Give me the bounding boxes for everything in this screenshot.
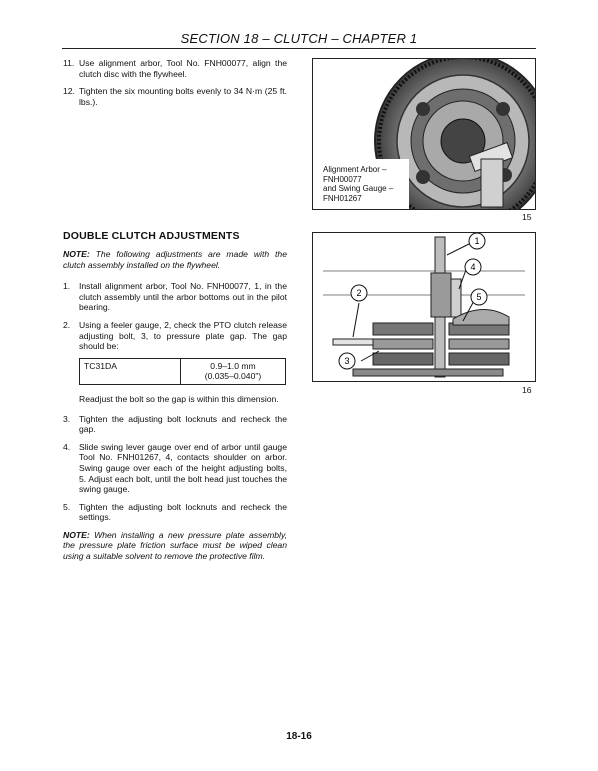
gap-spec-table — [79, 358, 286, 385]
spec-value — [181, 358, 286, 384]
spec-value-mm: 0.9–1.0 mm — [210, 360, 256, 371]
step-11 — [63, 58, 287, 79]
figure15-caption-line: Alignment Arbor – — [323, 165, 387, 174]
callout-5-label: 5 — [476, 292, 482, 302]
step-text: Using a feeler gauge, 2, check the PTO clutch release adjusting bolt, 3, to pressure plate gap. The gap should be: — [79, 319, 287, 352]
step-number: 5. — [63, 501, 71, 512]
header-rule — [62, 48, 536, 49]
note-2 — [63, 530, 287, 562]
figure-16 — [312, 232, 536, 382]
callout-5 — [471, 289, 487, 305]
table-row — [80, 358, 286, 384]
step-12 — [63, 86, 287, 107]
section-title: DOUBLE CLUTCH ADJUSTMENTS — [63, 230, 240, 242]
step-number: 11. — [63, 58, 75, 68]
figure15-caption-line: FNH01267 — [323, 193, 362, 203]
callout-3-label: 3 — [344, 356, 350, 366]
note-1 — [63, 249, 287, 270]
step-number: 1. — [63, 281, 71, 292]
figure-15-number: 15 — [522, 212, 532, 222]
callout-4 — [465, 259, 481, 275]
step-number: 4. — [63, 441, 71, 452]
step-text: Tighten the adjusting bolt locknuts and recheck the gap. — [79, 413, 287, 435]
step-text: Tighten the six mounting bolts evenly to 34 N·m (25 ft. lbs.). — [79, 86, 287, 107]
step-text: Install alignment arbor, Tool No. FNH00077, 1, in the clutch assembly until the arbor bottoms out in the pilot bearing. — [79, 281, 287, 313]
step-2 — [63, 320, 287, 352]
callout-1-label: 1 — [474, 236, 480, 246]
step-5 — [63, 502, 287, 523]
step-1 — [63, 281, 287, 313]
spec-value-in: (0.035–0.040") — [204, 371, 262, 382]
page-header: SECTION 18 – CLUTCH – CHAPTER 1 — [180, 31, 418, 46]
figure-15 — [312, 58, 536, 210]
main-column — [63, 249, 287, 562]
step-text: Use alignment arbor, Tool No. FNH00077, align the clutch disc with the flywheel. — [79, 58, 287, 79]
step-4 — [63, 442, 287, 495]
readjust-text: Readjust the bolt so the gap is within this dimension. — [79, 393, 279, 404]
step-3 — [63, 414, 287, 435]
figure-16-number: 16 — [522, 385, 532, 395]
note-label: NOTE: — [63, 529, 90, 540]
step-number: 2. — [63, 319, 71, 330]
note-label: NOTE: — [63, 249, 90, 259]
clutch-cross-section-illustration — [313, 233, 535, 381]
readjust-paragraph — [63, 394, 287, 405]
figure15-caption-line: FNH00077 — [323, 174, 362, 184]
callout-2 — [351, 285, 367, 301]
spec-model: TC31DA — [80, 358, 181, 384]
callout-1 — [469, 233, 485, 249]
callout-2-label: 2 — [356, 288, 362, 298]
step-text: Tighten the adjusting bolt locknuts and recheck the settings. — [79, 501, 287, 523]
step-number: 12. — [63, 86, 75, 97]
callout-4-label: 4 — [470, 262, 476, 272]
step-number: 3. — [63, 413, 71, 424]
figure15-caption-line: and Swing Gauge – — [323, 184, 394, 193]
step-text: Slide swing lever gauge over end of arbor until gauge Tool No. FNH01267, 4, contacts shoulder on arbor. Swing gauge over each of the height adjusting bolts, 5. Adjust each bolt, until the bolt head just touches the swing gauge. — [79, 441, 287, 495]
callout-3 — [339, 353, 355, 369]
note-text: When installing a new pressure plate assembly, the pressure plate friction surface must be wiped clean using a suitable solvent to remove the protective film. — [63, 529, 287, 562]
note-text: The following adjustments are made with the clutch assembly installed on the flywheel. — [63, 249, 287, 270]
steps-top — [63, 58, 287, 107]
page-number: 18-16 — [286, 731, 312, 742]
